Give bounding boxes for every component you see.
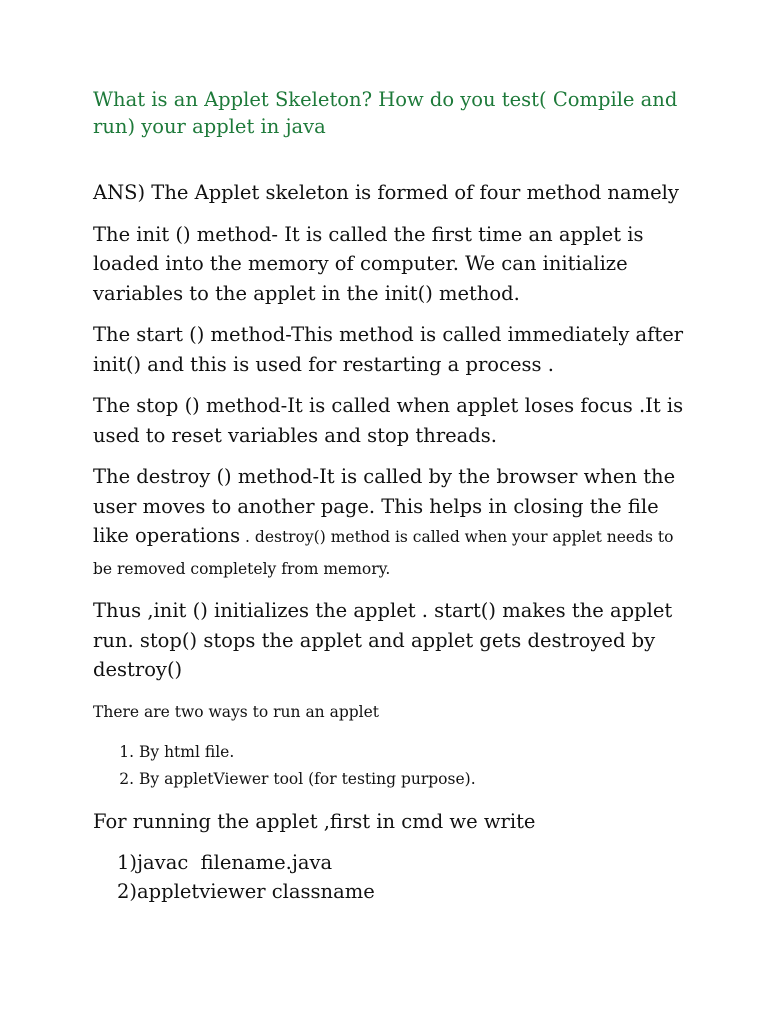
run-intro: For running the applet ,first in cmd we write bbox=[93, 809, 536, 833]
summary-paragraph: Thus ,init () initializes the applet . start() makes the applet run. stop() stops the applet and applet gets destroyed by destroy() bbox=[93, 599, 673, 681]
start-method-paragraph: The start () method-This method is called immediately after init() and this is used for restarting a process . bbox=[93, 323, 684, 376]
command-item: 2)appletviewer classname bbox=[117, 880, 375, 903]
document-body bbox=[93, 86, 693, 907]
answer-intro: ANS) The Applet skeleton is formed of four method namely bbox=[93, 181, 679, 204]
stop-method-paragraph: The stop () method-It is called when applet loses focus .It is used to reset variables and stop threads. bbox=[93, 394, 684, 447]
command-list bbox=[93, 848, 693, 907]
list-item: 2. By appletViewer tool (for testing purpose). bbox=[139, 766, 693, 793]
command-item: 1)javac filename.java bbox=[117, 850, 333, 874]
question-title: What is an Applet Skeleton? How do you test( Compile and run) your applet in java bbox=[93, 88, 678, 138]
ways-list bbox=[93, 739, 693, 793]
destroy-method-paragraph bbox=[93, 462, 693, 584]
list-item: 1. By html file. bbox=[139, 739, 693, 766]
destroy-method-text: The destroy () method-It is called by the browser when the user moves to another page. This helps in closing the file like operations bbox=[93, 465, 676, 547]
init-method-paragraph: The init () method- It is called the first time an applet is loaded into the memory of computer. We can initialize variables to the applet in the init() method. bbox=[93, 222, 644, 305]
ways-intro: There are two ways to run an applet bbox=[93, 702, 380, 721]
destroy-method-note: . destroy() method is called when your applet needs to be removed completely from memory. bbox=[93, 528, 674, 578]
